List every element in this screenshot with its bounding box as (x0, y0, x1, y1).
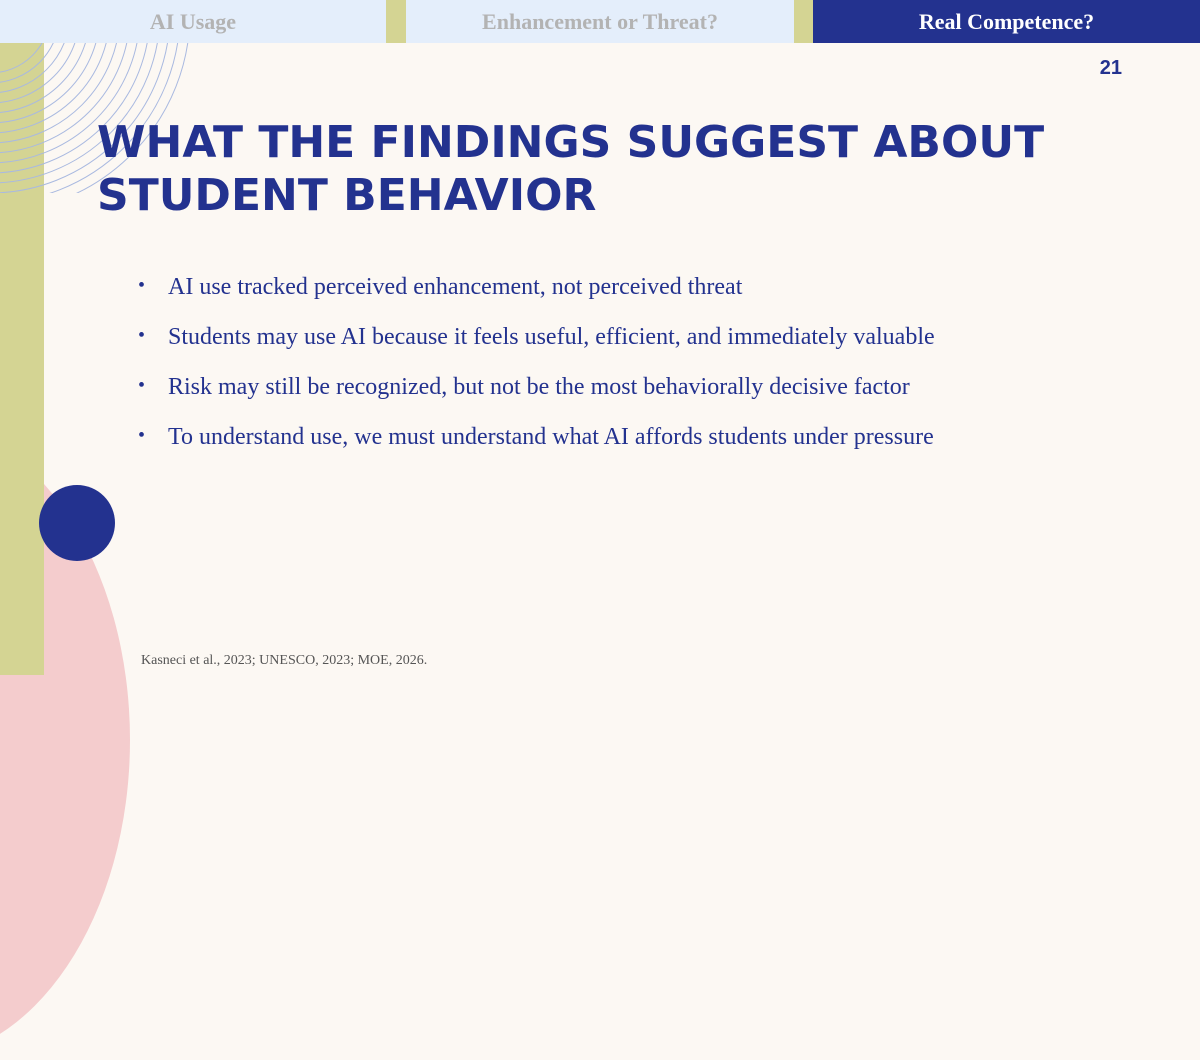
bullet-item (138, 362, 935, 412)
tab-real-competence[interactable]: Real Competence? (813, 0, 1200, 43)
bullet-item (138, 312, 935, 362)
tab-ai-usage[interactable]: AI Usage (0, 0, 386, 43)
citation-footnote: Kasneci et al., 2023; UNESCO, 2023; MOE, 2026. (141, 653, 428, 668)
section-tab-bar (0, 0, 1200, 43)
bullet-list (138, 262, 935, 462)
bullet-text: To understand use, we must understand what AI affords students under pressure (168, 423, 934, 450)
bullet-dot: • (138, 324, 146, 347)
tab-enhancement-or-threat[interactable]: Enhancement or Threat? (406, 0, 794, 43)
blue-circle-decoration (39, 485, 115, 561)
bullet-text: Students may use AI because it feels useful, efficient, and immediately valuable (168, 323, 935, 350)
slide-number: 21 (1099, 57, 1122, 79)
bullet-dot: • (138, 274, 146, 297)
bullet-text: AI use tracked perceived enhancement, not perceived threat (168, 273, 743, 300)
bullet-item (138, 412, 935, 462)
bullet-dot: • (138, 424, 146, 447)
slide-title: WHAT THE FINDINGS SUGGEST ABOUT STUDENT BEHAVIOR (97, 117, 1045, 221)
bullet-item (138, 262, 935, 312)
bullet-dot: • (138, 374, 146, 397)
bullet-text: Risk may still be recognized, but not be the most behaviorally decisive factor (168, 373, 910, 400)
